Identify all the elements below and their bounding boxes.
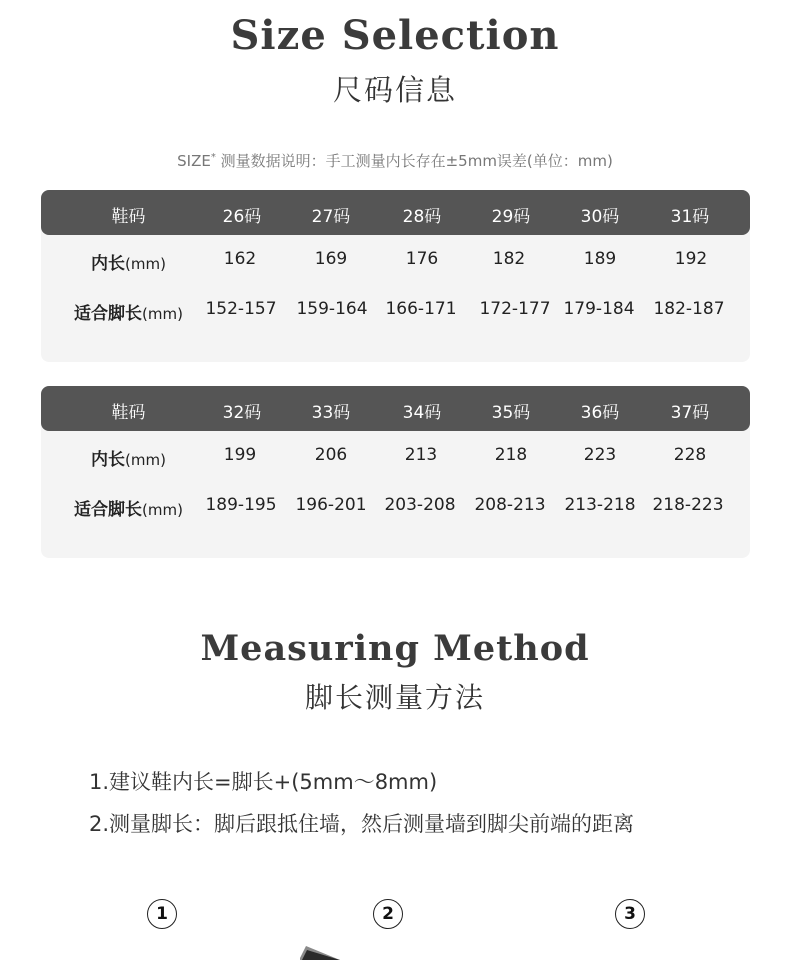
note-star: * — [210, 152, 216, 163]
value-cell: 179-184 — [563, 299, 635, 319]
header-label: 鞋码 — [111, 403, 146, 423]
table-row — [41, 299, 750, 349]
value-cell: 159-164 — [296, 299, 368, 319]
size-cell: 28码 — [402, 207, 442, 227]
row-label — [51, 495, 206, 520]
value-cell: 189 — [583, 249, 617, 269]
value-cell: 162 — [223, 249, 257, 269]
row-label — [51, 445, 206, 470]
row-label-text: 适合脚长 — [74, 304, 143, 324]
row-label — [51, 249, 206, 274]
size-cell: 36码 — [580, 403, 620, 423]
row-unit: (mm) — [125, 255, 166, 273]
value-cell: 228 — [673, 445, 707, 465]
value-cell: 218 — [494, 445, 528, 465]
value-cell: 176 — [405, 249, 439, 269]
value-cell: 189-195 — [205, 495, 277, 515]
table-row — [41, 495, 750, 545]
row-label — [51, 299, 206, 324]
step-1-text: 1.建议鞋内长=脚长+(5mm～8mm) — [89, 770, 438, 794]
size-cell: 34码 — [402, 403, 442, 423]
table-row — [41, 445, 750, 495]
value-cell: 199 — [223, 445, 257, 465]
measuring-method-title: Measuring Method — [200, 628, 590, 669]
step-marker-2: 2 — [373, 899, 403, 929]
step-marker-3: 3 — [615, 899, 645, 929]
size-cell: 31码 — [670, 207, 710, 227]
row-unit: (mm) — [142, 305, 183, 323]
row-unit: (mm) — [142, 501, 183, 519]
row-label-text: 内长 — [91, 254, 126, 274]
table-row — [41, 249, 750, 299]
value-cell: 196-201 — [295, 495, 367, 515]
value-cell: 203-208 — [384, 495, 456, 515]
size-cell: 29码 — [491, 207, 531, 227]
size-cell: 30码 — [580, 207, 620, 227]
measurement-note — [0, 150, 790, 171]
value-cell: 152-157 — [205, 299, 277, 319]
row-label-text: 适合脚长 — [74, 500, 143, 520]
size-cell: 26码 — [222, 207, 262, 227]
value-cell: 169 — [314, 249, 348, 269]
value-cell: 182-187 — [653, 299, 725, 319]
value-cell: 213 — [404, 445, 438, 465]
size-table-1 — [41, 190, 750, 362]
ruler-illustration — [300, 946, 340, 960]
header-label: 鞋码 — [111, 207, 146, 227]
value-cell: 218-223 — [652, 495, 724, 515]
row-unit: (mm) — [125, 451, 166, 469]
size-cell: 33码 — [311, 403, 351, 423]
value-cell: 182 — [492, 249, 526, 269]
size-selection-title: Size Selection — [230, 12, 560, 59]
size-table-1-header — [41, 190, 750, 235]
size-cell: 32码 — [222, 403, 262, 423]
step-2-text: 2.测量脚长：脚后跟抵住墙，然后测量墙到脚尖前端的距离 — [89, 812, 635, 836]
value-cell: 208-213 — [474, 495, 546, 515]
value-cell: 172-177 — [479, 299, 551, 319]
value-cell: 223 — [583, 445, 617, 465]
value-cell: 166-171 — [385, 299, 457, 319]
note-text: 测量数据说明：手工测量内长存在±5mm误差(单位：mm) — [215, 152, 613, 170]
size-table-2 — [41, 386, 750, 558]
size-cell: 35码 — [491, 403, 531, 423]
size-cell: 37码 — [670, 403, 710, 423]
note-prefix: SIZE — [177, 152, 211, 170]
size-cell: 27码 — [311, 207, 351, 227]
value-cell: 206 — [314, 445, 348, 465]
row-label-text: 内长 — [91, 450, 126, 470]
value-cell: 192 — [674, 249, 708, 269]
step-marker-1: 1 — [147, 899, 177, 929]
measuring-method-subtitle: 脚长测量方法 — [304, 681, 485, 714]
value-cell: 213-218 — [564, 495, 636, 515]
size-selection-subtitle: 尺码信息 — [332, 73, 457, 107]
size-table-2-header — [41, 386, 750, 431]
